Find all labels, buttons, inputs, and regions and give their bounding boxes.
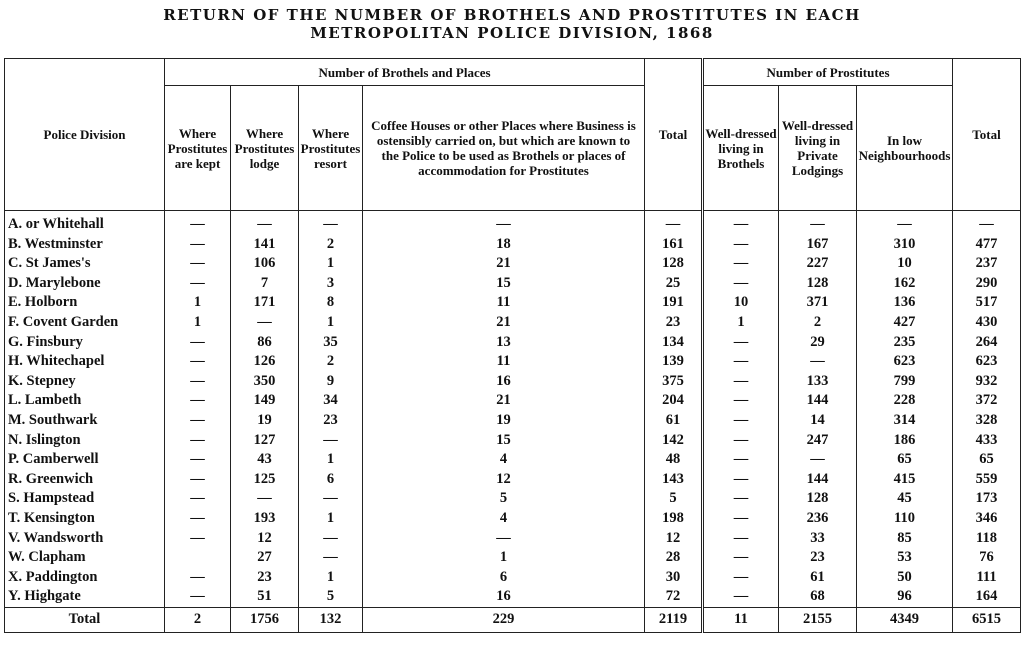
division-cell: P. Camberwell [5,450,165,470]
header-kept: Where Prostitutes are kept [165,86,231,211]
total-brothels-cell: 142 [645,431,703,451]
total-brothels-cell: 48 [645,450,703,470]
lodge-cell: 141 [231,235,299,255]
well-dressed-brothels-cell: — [703,509,779,529]
division-cell: S. Hampstead [5,489,165,509]
well-dressed-private-cell: 133 [779,372,857,392]
total-brothels-cell: 72 [645,587,703,607]
lodge-cell: 127 [231,431,299,451]
low-neighbourhoods-cell: 235 [857,333,953,353]
well-dressed-private-cell: — [779,352,857,372]
lodge-cell: 350 [231,372,299,392]
coffee-cell: 1 [363,548,645,568]
resort-cell: 1 [299,568,363,588]
well-dressed-private-cell: — [779,211,857,235]
totals-row [5,607,1021,632]
lodge-cell: 193 [231,509,299,529]
resort-cell: 23 [299,411,363,431]
kept-cell: — [165,431,231,451]
totals-total-brothels: 2119 [645,607,703,632]
division-cell: L. Lambeth [5,391,165,411]
low-neighbourhoods-cell: 50 [857,568,953,588]
resort-cell: 3 [299,274,363,294]
total-prostitutes-cell: 76 [953,548,1021,568]
well-dressed-brothels-cell: — [703,450,779,470]
well-dressed-private-cell: 68 [779,587,857,607]
low-neighbourhoods-cell: 65 [857,450,953,470]
totals-well-dressed-brothels: 11 [703,607,779,632]
well-dressed-brothels-cell: — [703,235,779,255]
division-cell: E. Holborn [5,293,165,313]
well-dressed-private-cell: 227 [779,254,857,274]
table-row [5,313,1021,333]
low-neighbourhoods-cell: 110 [857,509,953,529]
well-dressed-private-cell: — [779,450,857,470]
lodge-cell: 171 [231,293,299,313]
well-dressed-brothels-cell: — [703,391,779,411]
well-dressed-private-cell: 14 [779,411,857,431]
kept-cell: 1 [165,313,231,333]
division-cell: F. Covent Garden [5,313,165,333]
low-neighbourhoods-cell: 136 [857,293,953,313]
resort-cell: 1 [299,450,363,470]
table-row [5,293,1021,313]
total-prostitutes-cell: 264 [953,333,1021,353]
division-cell: V. Wandsworth [5,529,165,549]
total-prostitutes-cell: 430 [953,313,1021,333]
division-cell: Y. Highgate [5,587,165,607]
total-brothels-cell: 12 [645,529,703,549]
kept-cell: — [165,352,231,372]
total-brothels-cell: 161 [645,235,703,255]
table-row [5,450,1021,470]
well-dressed-private-cell: 33 [779,529,857,549]
coffee-cell: 13 [363,333,645,353]
well-dressed-private-cell: 2 [779,313,857,333]
coffee-cell: 5 [363,489,645,509]
well-dressed-private-cell: 128 [779,274,857,294]
lodge-cell: 106 [231,254,299,274]
well-dressed-brothels-cell: — [703,431,779,451]
resort-cell: — [299,529,363,549]
resort-cell: 35 [299,333,363,353]
lodge-cell: 125 [231,470,299,490]
header-total-prostitutes: Total [953,59,1021,211]
well-dressed-brothels-cell: — [703,489,779,509]
well-dressed-private-cell: 61 [779,568,857,588]
coffee-cell: 4 [363,509,645,529]
coffee-cell: 16 [363,372,645,392]
kept-cell: — [165,411,231,431]
lodge-cell: 126 [231,352,299,372]
kept-cell: — [165,529,231,549]
header-police-division: Police Division [5,59,165,211]
lodge-cell: 51 [231,587,299,607]
well-dressed-brothels-cell: 10 [703,293,779,313]
total-prostitutes-cell: 623 [953,352,1021,372]
resort-cell: — [299,548,363,568]
resort-cell: 5 [299,587,363,607]
division-cell: M. Southwark [5,411,165,431]
division-cell: X. Paddington [5,568,165,588]
kept-cell: — [165,470,231,490]
kept-cell: — [165,235,231,255]
kept-cell: — [165,254,231,274]
division-cell: H. Whitechapel [5,352,165,372]
lodge-cell: 7 [231,274,299,294]
division-cell: A. or Whitehall [5,211,165,235]
resort-cell: — [299,211,363,235]
lodge-cell: 27 [231,548,299,568]
header-resort: Where Prostitutes resort [299,86,363,211]
total-prostitutes-cell: 65 [953,450,1021,470]
total-prostitutes-cell: 346 [953,509,1021,529]
total-brothels-cell: 23 [645,313,703,333]
coffee-cell: 16 [363,587,645,607]
resort-cell: 1 [299,254,363,274]
table-row [5,391,1021,411]
lodge-cell: — [231,211,299,235]
total-prostitutes-cell: — [953,211,1021,235]
resort-cell: 2 [299,352,363,372]
total-brothels-cell: 139 [645,352,703,372]
lodge-cell: 23 [231,568,299,588]
table-row [5,470,1021,490]
kept-cell: — [165,450,231,470]
well-dressed-brothels-cell: — [703,587,779,607]
coffee-cell: 21 [363,391,645,411]
low-neighbourhoods-cell: 85 [857,529,953,549]
total-prostitutes-cell: 111 [953,568,1021,588]
totals-label: Total [5,607,165,632]
total-prostitutes-cell: 237 [953,254,1021,274]
coffee-cell: 4 [363,450,645,470]
coffee-cell: 11 [363,293,645,313]
kept-cell: — [165,333,231,353]
lodge-cell: 149 [231,391,299,411]
division-cell: W. Clapham [5,548,165,568]
lodge-cell: — [231,489,299,509]
table-row [5,509,1021,529]
table-row [5,489,1021,509]
resort-cell: 9 [299,372,363,392]
low-neighbourhoods-cell: 10 [857,254,953,274]
well-dressed-brothels-cell: — [703,470,779,490]
total-brothels-cell: 5 [645,489,703,509]
well-dressed-brothels-cell: — [703,274,779,294]
total-brothels-cell: 204 [645,391,703,411]
resort-cell: 2 [299,235,363,255]
low-neighbourhoods-cell: — [857,211,953,235]
title-line-1: RETURN OF THE NUMBER OF BROTHELS AND PROSTITUTES IN EACH [163,6,861,24]
resort-cell: 1 [299,313,363,333]
resort-cell: — [299,489,363,509]
well-dressed-brothels-cell: — [703,372,779,392]
lodge-cell: 86 [231,333,299,353]
well-dressed-private-cell: 144 [779,391,857,411]
total-brothels-cell: 143 [645,470,703,490]
lodge-cell: 12 [231,529,299,549]
well-dressed-private-cell: 247 [779,431,857,451]
coffee-cell: 11 [363,352,645,372]
low-neighbourhoods-cell: 415 [857,470,953,490]
kept-cell [165,548,231,568]
low-neighbourhoods-cell: 162 [857,274,953,294]
low-neighbourhoods-cell: 427 [857,313,953,333]
totals-total-prostitutes: 6515 [953,607,1021,632]
table-row [5,235,1021,255]
table-row [5,372,1021,392]
lodge-cell: — [231,313,299,333]
table-row [5,211,1021,235]
well-dressed-brothels-cell: — [703,548,779,568]
table-row [5,333,1021,353]
kept-cell: — [165,587,231,607]
division-cell: K. Stepney [5,372,165,392]
totals-resort: 132 [299,607,363,632]
coffee-cell: 12 [363,470,645,490]
well-dressed-private-cell: 167 [779,235,857,255]
header-coffee-houses: Coffee Houses or other Places where Business is ostensibly carried on, but which are known to the Police to be used as Brothels or places of accommodation for Prostitutes [363,86,645,211]
division-cell: B. Westminster [5,235,165,255]
division-cell: D. Marylebone [5,274,165,294]
well-dressed-brothels-cell: — [703,211,779,235]
table-row [5,352,1021,372]
kept-cell: — [165,211,231,235]
low-neighbourhoods-cell: 228 [857,391,953,411]
well-dressed-private-cell: 128 [779,489,857,509]
totals-low-neighbourhoods: 4349 [857,607,953,632]
coffee-cell: 6 [363,568,645,588]
header-well-dressed-brothels: Well-dressed living in Brothels [703,86,779,211]
coffee-cell: 21 [363,254,645,274]
low-neighbourhoods-cell: 314 [857,411,953,431]
total-prostitutes-cell: 328 [953,411,1021,431]
kept-cell: 1 [165,293,231,313]
total-prostitutes-cell: 477 [953,235,1021,255]
total-brothels-cell: 30 [645,568,703,588]
total-prostitutes-cell: 932 [953,372,1021,392]
resort-cell: 1 [299,509,363,529]
well-dressed-private-cell: 144 [779,470,857,490]
table-row [5,411,1021,431]
kept-cell: — [165,372,231,392]
well-dressed-brothels-cell: 1 [703,313,779,333]
coffee-cell: 18 [363,235,645,255]
resort-cell: 8 [299,293,363,313]
well-dressed-private-cell: 371 [779,293,857,313]
total-brothels-cell: 375 [645,372,703,392]
total-prostitutes-cell: 290 [953,274,1021,294]
header-brothels-group: Number of Brothels and Places [165,59,645,86]
table-row [5,274,1021,294]
totals-well-dressed-private: 2155 [779,607,857,632]
well-dressed-brothels-cell: — [703,333,779,353]
lodge-cell: 43 [231,450,299,470]
table-row [5,587,1021,607]
header-low-neighbourhoods: In low Neighbourhoods [857,86,953,211]
total-prostitutes-cell: 372 [953,391,1021,411]
table-body [5,211,1021,608]
well-dressed-private-cell: 236 [779,509,857,529]
total-brothels-cell: 28 [645,548,703,568]
kept-cell: — [165,391,231,411]
low-neighbourhoods-cell: 799 [857,372,953,392]
coffee-cell: 15 [363,274,645,294]
well-dressed-brothels-cell: — [703,352,779,372]
prostitution-return-table [4,58,1021,633]
low-neighbourhoods-cell: 623 [857,352,953,372]
total-prostitutes-cell: 173 [953,489,1021,509]
table-row [5,548,1021,568]
total-brothels-cell: 198 [645,509,703,529]
division-cell: C. St James's [5,254,165,274]
table-row [5,529,1021,549]
division-cell: N. Islington [5,431,165,451]
table-row [5,254,1021,274]
total-prostitutes-cell: 433 [953,431,1021,451]
lodge-cell: 19 [231,411,299,431]
total-brothels-cell: 134 [645,333,703,353]
header-lodge: Where Prostitutes lodge [231,86,299,211]
coffee-cell: 21 [363,313,645,333]
kept-cell: — [165,568,231,588]
total-prostitutes-cell: 118 [953,529,1021,549]
resort-cell: 34 [299,391,363,411]
totals-kept: 2 [165,607,231,632]
coffee-cell: — [363,529,645,549]
totals-coffee: 229 [363,607,645,632]
table-row [5,431,1021,451]
well-dressed-private-cell: 29 [779,333,857,353]
division-cell: R. Greenwich [5,470,165,490]
well-dressed-brothels-cell: — [703,529,779,549]
header-total-brothels: Total [645,59,703,211]
low-neighbourhoods-cell: 53 [857,548,953,568]
resort-cell: — [299,431,363,451]
total-brothels-cell: 128 [645,254,703,274]
table-row [5,568,1021,588]
division-cell: T. Kensington [5,509,165,529]
title-line-2: METROPOLITAN POLICE DIVISION, 1868 [310,24,714,42]
well-dressed-brothels-cell: — [703,411,779,431]
resort-cell: 6 [299,470,363,490]
coffee-cell: — [363,211,645,235]
kept-cell: — [165,509,231,529]
well-dressed-private-cell: 23 [779,548,857,568]
low-neighbourhoods-cell: 186 [857,431,953,451]
total-prostitutes-cell: 517 [953,293,1021,313]
kept-cell: — [165,489,231,509]
total-prostitutes-cell: 164 [953,587,1021,607]
low-neighbourhoods-cell: 96 [857,587,953,607]
low-neighbourhoods-cell: 45 [857,489,953,509]
coffee-cell: 19 [363,411,645,431]
totals-lodge: 1756 [231,607,299,632]
header-well-dressed-private: Well-dressed living in Private Lodgings [779,86,857,211]
total-brothels-cell: 25 [645,274,703,294]
total-brothels-cell: — [645,211,703,235]
total-brothels-cell: 191 [645,293,703,313]
well-dressed-brothels-cell: — [703,254,779,274]
total-prostitutes-cell: 559 [953,470,1021,490]
kept-cell: — [165,274,231,294]
well-dressed-brothels-cell: — [703,568,779,588]
coffee-cell: 15 [363,431,645,451]
total-brothels-cell: 61 [645,411,703,431]
header-prostitutes-group: Number of Prostitutes [703,59,953,86]
low-neighbourhoods-cell: 310 [857,235,953,255]
division-cell: G. Finsbury [5,333,165,353]
